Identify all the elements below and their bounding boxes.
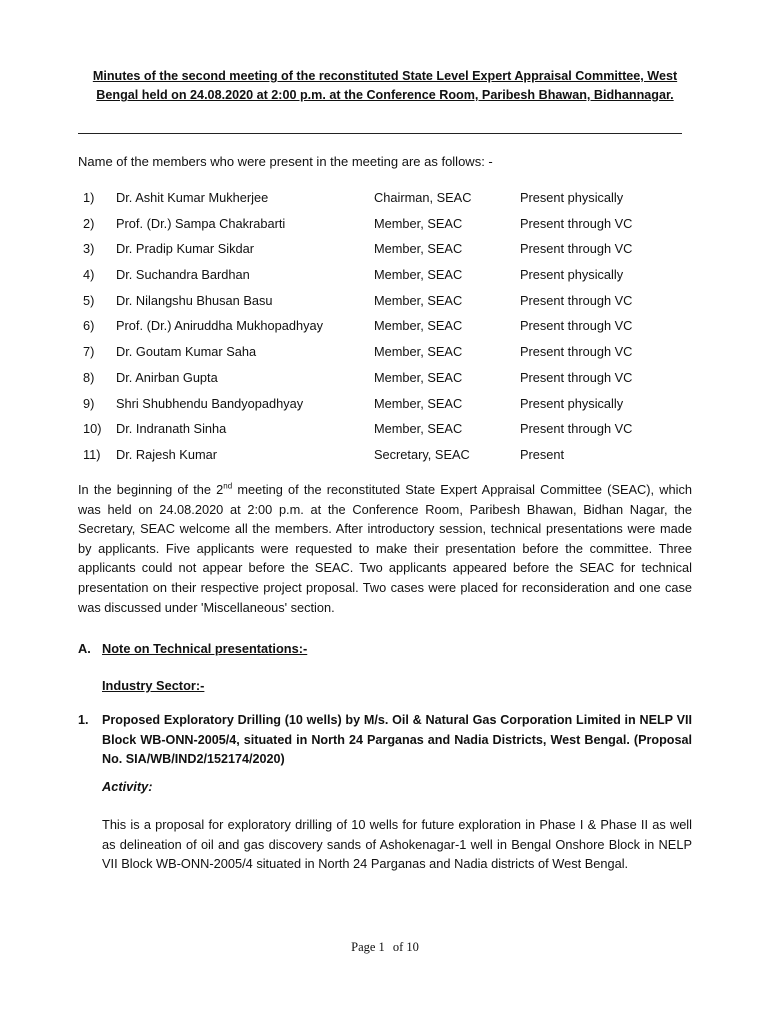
member-name: Dr. Rajesh Kumar xyxy=(116,446,217,462)
document-title: Minutes of the second meeting of the reconstituted State Level Expert Appraisal Committee, West Bengal held on 24.08.2020 at 2:00 p.m. at the Conference Room, Paribesh Bhawan, Bidhannagar. xyxy=(92,69,678,102)
member-status: Present physically xyxy=(520,190,624,205)
member-name: Dr. Nilangshu Bhusan Basu xyxy=(116,292,273,308)
agenda-item-1 xyxy=(78,711,692,770)
member-role: Member, SEAC xyxy=(374,421,463,437)
member-status: Present xyxy=(520,446,565,462)
agenda-item-title: Proposed Exploratory Drilling (10 wells) by M/s. Oil & Natural Gas Corporation Limited in NELP VII Block WB-ONN-2005/4, situated in North 24 Parganas and Nadia Districts, West Bengal. (Proposal No. SIA/WB/IND2/152174/2020) xyxy=(102,713,692,767)
ordinal-suffix: nd xyxy=(223,481,233,491)
member-status: Present through VC xyxy=(520,344,633,360)
member-name: Dr. Anirban Gupta xyxy=(116,369,218,385)
activity-heading: Activity: xyxy=(102,779,153,794)
member-number: 8) xyxy=(83,369,95,385)
members-list xyxy=(78,190,698,473)
member-role: Member, SEAC xyxy=(374,215,463,231)
member-row xyxy=(78,241,698,267)
member-role: Member, SEAC xyxy=(374,318,463,334)
member-number: 5) xyxy=(83,292,95,308)
activity-paragraph: This is a proposal for exploratory drilling of 10 wells for future exploration in Phase I & Phase II as well as delineation of oil and gas discovery sands of Ashokenagar-1 well in Bengal Onshore Block in NELP VII Block WB-ONN-2005/4 situated in North 24 Parganas and Nadia districts of West Bengal. xyxy=(102,817,692,872)
footer-page-total: of 10 xyxy=(392,940,419,954)
member-status: Present through VC xyxy=(520,369,633,385)
industry-sector-heading: Industry Sector:- xyxy=(102,678,205,693)
member-status: Present physically xyxy=(520,395,624,411)
agenda-item-number: 1. xyxy=(78,713,89,727)
member-role: Member, SEAC xyxy=(374,344,463,360)
member-name: Dr. Indranath Sinha xyxy=(116,421,227,437)
title-divider xyxy=(78,133,682,134)
summary-rest: meeting of the reconstituted State Expert Appraisal Committee (SEAC), which was held on 24.08.2020 at 2:00 p.m. at the Conference Room, Paribesh Bhawan, Bidhan Nagar, the Secretary, SEAC welcome all the members. After introductory session, technical presentations were made by applicants. Five applicants were requested to make their presentation before the committee. Three applicants could not appear before the SEAC. Two applicants appeared before the SEAC for technical presentation on their respective project proposal. Two cases were placed for reconsideration and one case was discussed under 'Miscellaneous' section. xyxy=(78,482,692,615)
member-status: Present through VC xyxy=(520,318,633,334)
member-role: Member, SEAC xyxy=(374,369,463,385)
member-row xyxy=(78,190,698,216)
member-row xyxy=(78,318,698,344)
member-row xyxy=(78,447,698,473)
member-row xyxy=(78,293,698,319)
member-role: Chairman, SEAC xyxy=(374,190,472,205)
member-number: 10) xyxy=(83,421,102,437)
member-role: Secretary, SEAC xyxy=(374,446,470,462)
member-role: Member, SEAC xyxy=(374,292,463,308)
page-footer xyxy=(0,940,770,955)
member-status: Present physically xyxy=(520,267,624,283)
member-number: 4) xyxy=(83,267,95,283)
member-row xyxy=(78,216,698,242)
member-role: Member, SEAC xyxy=(374,395,463,411)
member-row xyxy=(78,267,698,293)
section-a-label: A. xyxy=(78,641,91,656)
member-name: Prof. (Dr.) Sampa Chakrabarti xyxy=(116,215,286,231)
member-role: Member, SEAC xyxy=(374,241,463,257)
member-status: Present through VC xyxy=(520,241,633,257)
member-row xyxy=(78,396,698,422)
member-status: Present through VC xyxy=(520,215,633,231)
member-number: 9) xyxy=(83,395,95,411)
section-a-title: Note on Technical presentations:- xyxy=(102,641,308,656)
member-number: 6) xyxy=(83,318,95,334)
member-number: 7) xyxy=(83,344,95,360)
members-intro: Name of the members who were present in the meeting are as follows: - xyxy=(78,154,493,169)
member-name: Dr. Suchandra Bardhan xyxy=(116,267,250,283)
member-name: Dr. Pradip Kumar Sikdar xyxy=(116,241,254,257)
summary-start: In the beginning of the 2 xyxy=(78,482,224,497)
member-name: Dr. Ashit Kumar Mukherjee xyxy=(116,190,269,205)
member-number: 1) xyxy=(83,190,95,205)
member-row xyxy=(78,344,698,370)
meeting-summary-paragraph xyxy=(78,480,692,617)
footer-page-number: Page 1 xyxy=(351,940,385,954)
member-role: Member, SEAC xyxy=(374,267,463,283)
member-name: Shri Shubhendu Bandyopadhyay xyxy=(116,395,304,411)
member-number: 2) xyxy=(83,215,95,231)
member-name: Dr. Goutam Kumar Saha xyxy=(116,344,257,360)
section-a-heading xyxy=(78,641,307,656)
member-number: 11) xyxy=(83,446,101,462)
member-row xyxy=(78,370,698,396)
member-status: Present through VC xyxy=(520,421,633,437)
member-number: 3) xyxy=(83,241,95,257)
member-status: Present through VC xyxy=(520,292,633,308)
member-name: Prof. (Dr.) Aniruddha Mukhopadhyay xyxy=(116,318,323,334)
member-row xyxy=(78,421,698,447)
